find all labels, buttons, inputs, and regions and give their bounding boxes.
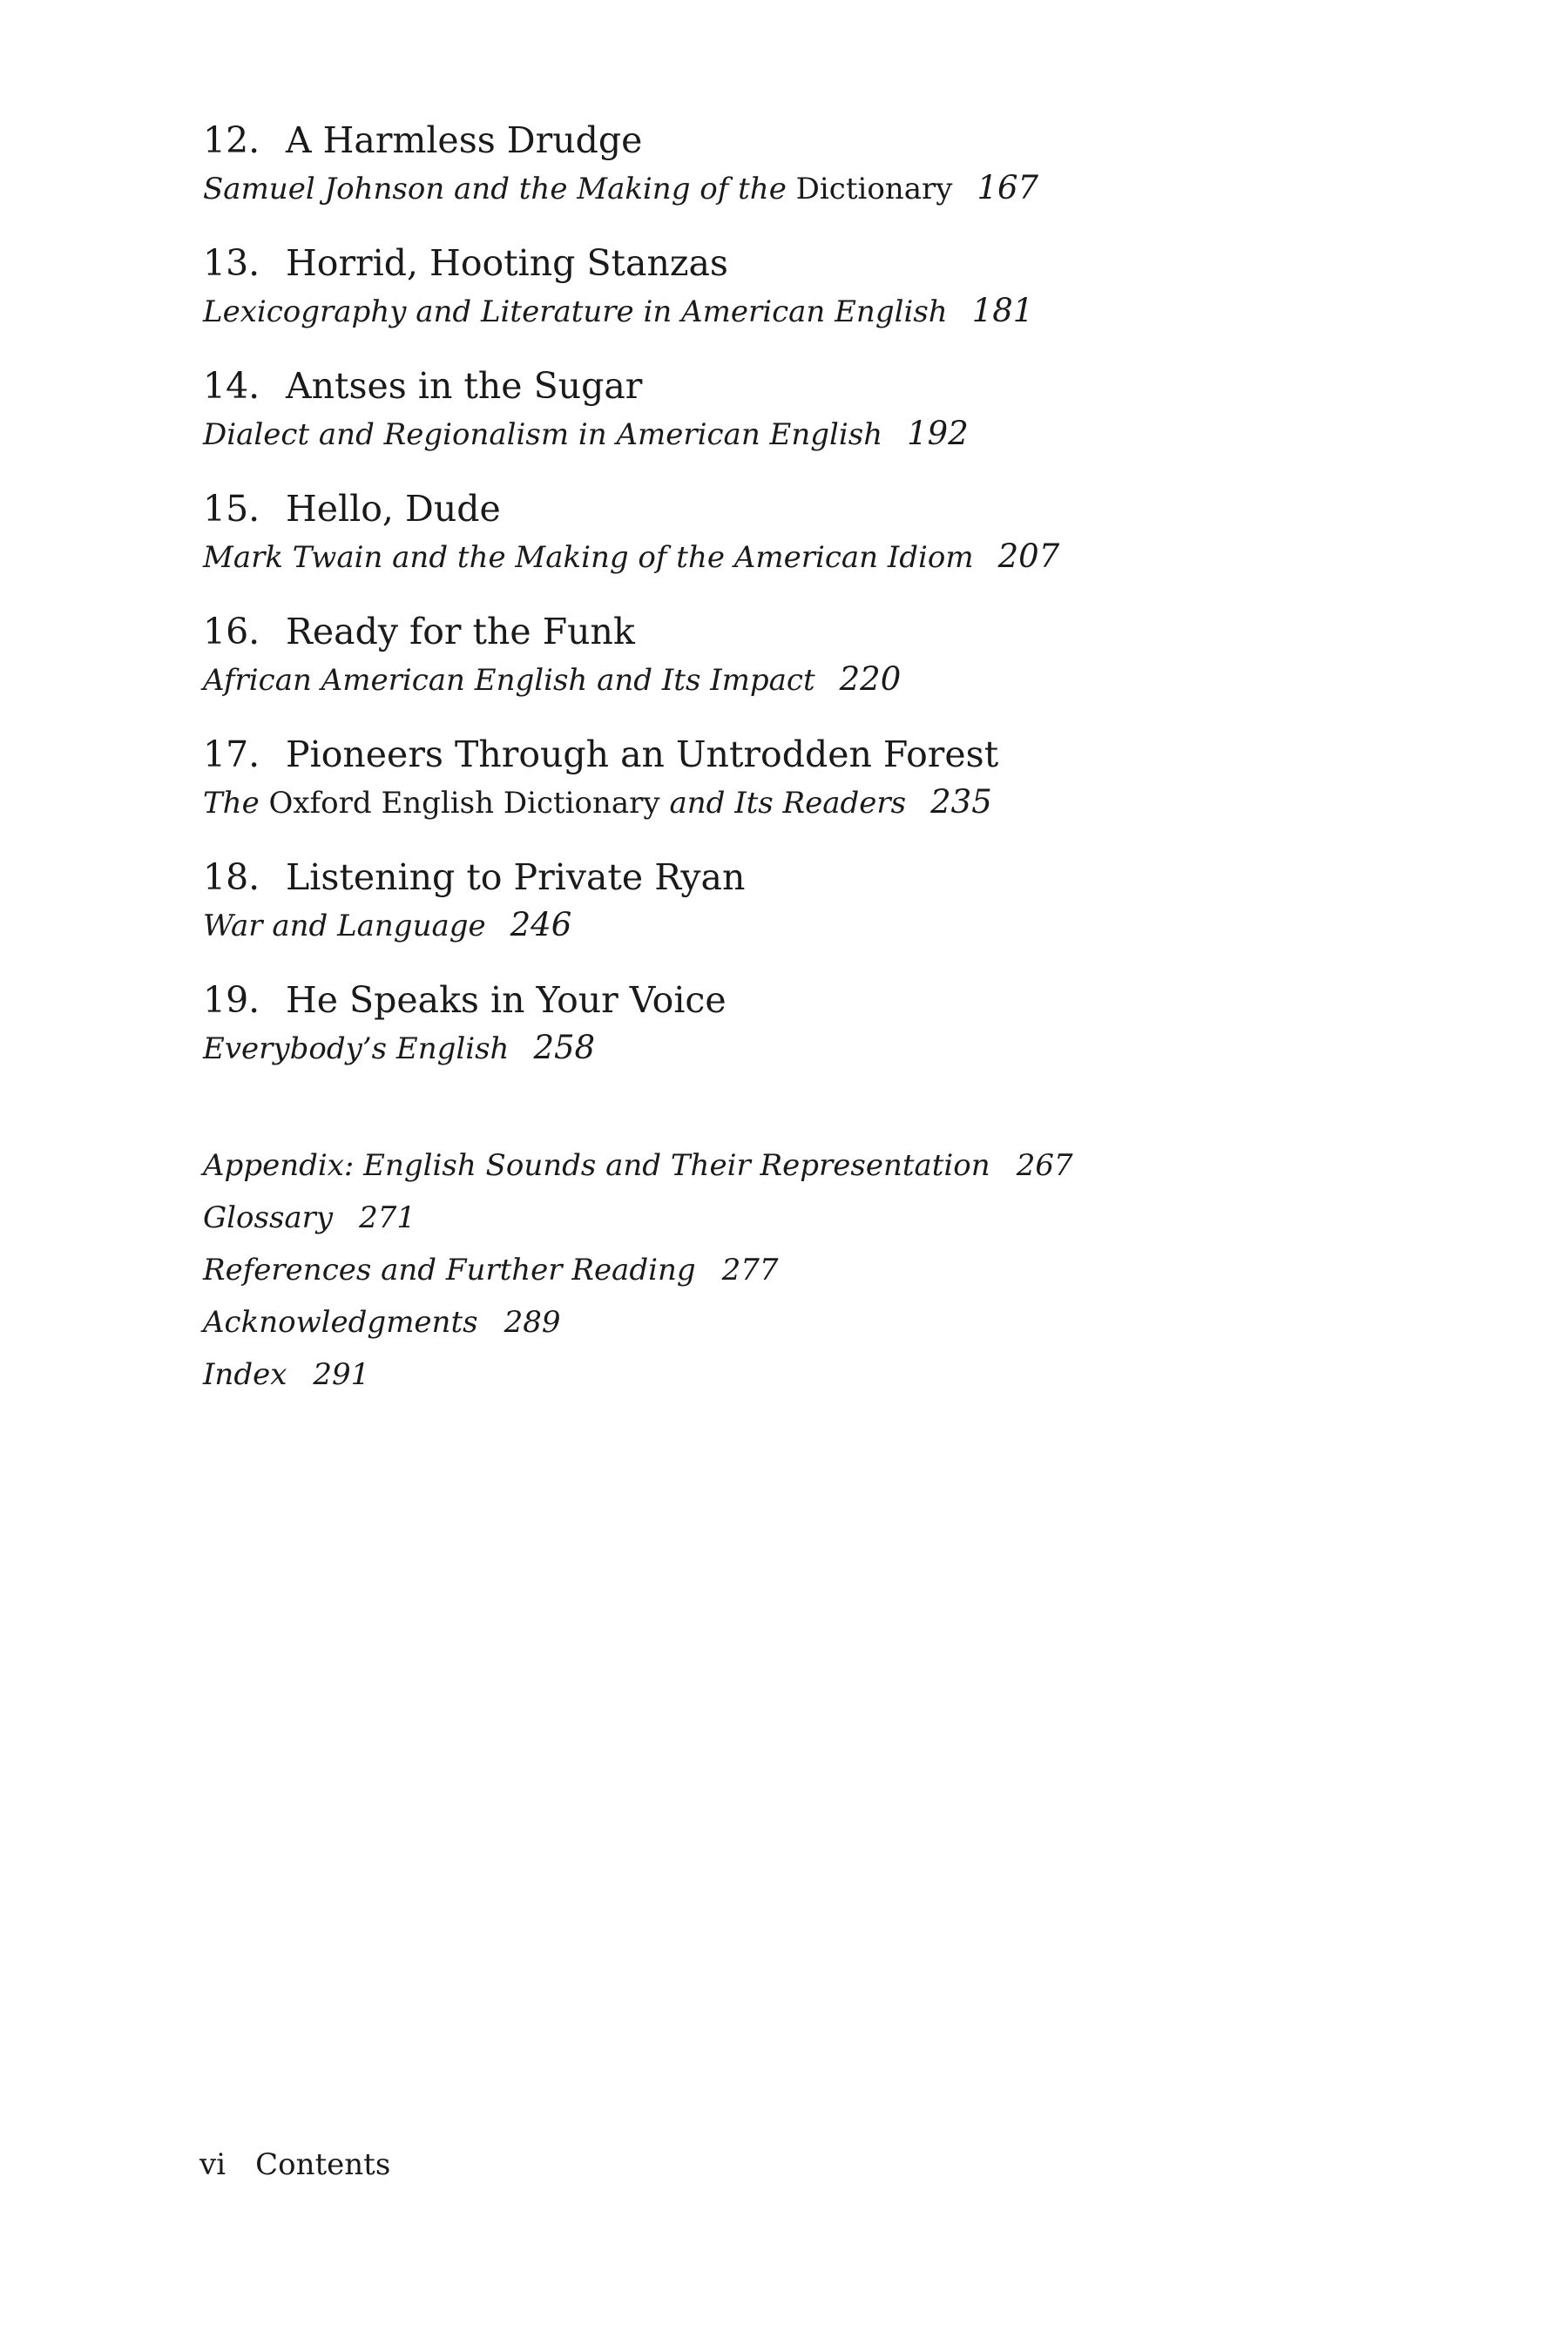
chapter-page-number: 207 xyxy=(997,537,1060,575)
chapter-subtitle-roman: Oxford English Dictionary xyxy=(268,786,660,821)
page-footer xyxy=(199,2145,390,2185)
chapter-title: Horrid, Hooting Stanzas xyxy=(286,242,728,284)
chapter-subtitle-line xyxy=(203,1028,1423,1069)
chapter-title: Ready for the Funk xyxy=(286,611,635,652)
back-matter-label: Acknowledgments xyxy=(203,1305,478,1340)
back-matter-list xyxy=(203,1139,1423,1401)
chapter-number: 18. xyxy=(203,856,260,898)
chapter-title: Antses in the Sugar xyxy=(286,365,643,407)
chapter-page-number: 220 xyxy=(839,660,902,698)
back-matter-appendix[interactable] xyxy=(203,1139,1423,1192)
chapter-number: 12. xyxy=(203,119,260,161)
chapter-subtitle-roman: Dictionary xyxy=(795,172,953,206)
chapter-entry-17[interactable] xyxy=(203,732,1423,855)
chapter-title-line xyxy=(203,855,1423,900)
back-matter-page-number: 267 xyxy=(1016,1148,1073,1183)
chapter-number: 19. xyxy=(203,979,260,1021)
back-matter-label: References and Further Reading xyxy=(203,1253,696,1288)
chapter-subtitle: African American English and Its Impact xyxy=(203,663,815,698)
running-head: Contents xyxy=(255,2147,391,2182)
chapter-page-number: 235 xyxy=(930,783,992,821)
back-matter-references[interactable] xyxy=(203,1244,1423,1296)
chapter-subtitle-line xyxy=(203,168,1423,209)
chapter-title-line xyxy=(203,609,1423,654)
chapter-entry-16[interactable] xyxy=(203,609,1423,732)
back-matter-acknowledgments[interactable] xyxy=(203,1296,1423,1348)
chapter-number: 15. xyxy=(203,488,260,530)
chapter-page-number: 258 xyxy=(533,1029,596,1066)
chapter-title: A Harmless Drudge xyxy=(286,119,643,161)
chapter-title-line xyxy=(203,977,1423,1023)
chapter-page-number: 246 xyxy=(510,906,572,943)
chapter-subtitle: Mark Twain and the Making of the American Idiom xyxy=(203,540,974,575)
back-matter-glossary[interactable] xyxy=(203,1192,1423,1244)
chapter-entry-18[interactable] xyxy=(203,855,1423,977)
chapter-subtitle-line xyxy=(203,659,1423,700)
chapter-subtitle: Lexicography and Literature in American English xyxy=(203,294,948,329)
chapter-number: 13. xyxy=(203,242,260,284)
chapter-entry-12[interactable] xyxy=(203,118,1423,240)
back-matter-page-number: 289 xyxy=(504,1305,561,1340)
back-matter-page-number: 277 xyxy=(721,1253,779,1288)
chapter-subtitle: The xyxy=(203,786,269,821)
chapter-page-number: 192 xyxy=(907,415,969,452)
chapter-number: 14. xyxy=(203,365,260,407)
chapter-title-line xyxy=(203,732,1423,777)
back-matter-page-number: 271 xyxy=(359,1200,416,1235)
chapter-subtitle-line xyxy=(203,782,1423,823)
chapter-subtitle-line xyxy=(203,291,1423,332)
page-folio: vi xyxy=(199,2147,226,2182)
chapter-number: 16. xyxy=(203,611,260,652)
chapter-subtitle: War and Language xyxy=(203,909,486,943)
chapter-entry-13[interactable] xyxy=(203,240,1423,363)
chapter-subtitle-line xyxy=(203,537,1423,578)
chapter-entry-15[interactable] xyxy=(203,486,1423,609)
chapter-subtitle-line xyxy=(203,905,1423,946)
chapter-page-number: 167 xyxy=(977,169,1039,206)
chapter-page-number: 181 xyxy=(971,292,1034,329)
chapter-list xyxy=(203,118,1423,1100)
chapter-title-line xyxy=(203,118,1423,163)
chapter-subtitle: Dialect and Regionalism in American English xyxy=(203,417,883,452)
chapter-subtitle: Everybody’s English xyxy=(203,1031,510,1066)
chapter-title: Pioneers Through an Untrodden Forest xyxy=(286,733,999,775)
chapter-title-line xyxy=(203,363,1423,409)
chapter-subtitle-after: and Its Readers xyxy=(659,786,907,821)
chapter-title: Listening to Private Ryan xyxy=(286,856,746,898)
chapter-title-line xyxy=(203,240,1423,286)
chapter-subtitle-line xyxy=(203,414,1423,455)
chapter-title: Hello, Dude xyxy=(286,488,501,530)
back-matter-label: Appendix: English Sounds and Their Representation xyxy=(203,1148,990,1183)
back-matter-label: Index xyxy=(203,1357,287,1392)
back-matter-page-number: 291 xyxy=(313,1357,370,1392)
chapter-number: 17. xyxy=(203,733,260,775)
chapter-entry-19[interactable] xyxy=(203,977,1423,1100)
chapter-title: He Speaks in Your Voice xyxy=(286,979,727,1021)
back-matter-index[interactable] xyxy=(203,1348,1423,1401)
chapter-entry-14[interactable] xyxy=(203,363,1423,486)
chapter-subtitle: Samuel Johnson and the Making of the xyxy=(203,172,796,206)
chapter-title-line xyxy=(203,486,1423,531)
back-matter-label: Glossary xyxy=(203,1200,334,1235)
